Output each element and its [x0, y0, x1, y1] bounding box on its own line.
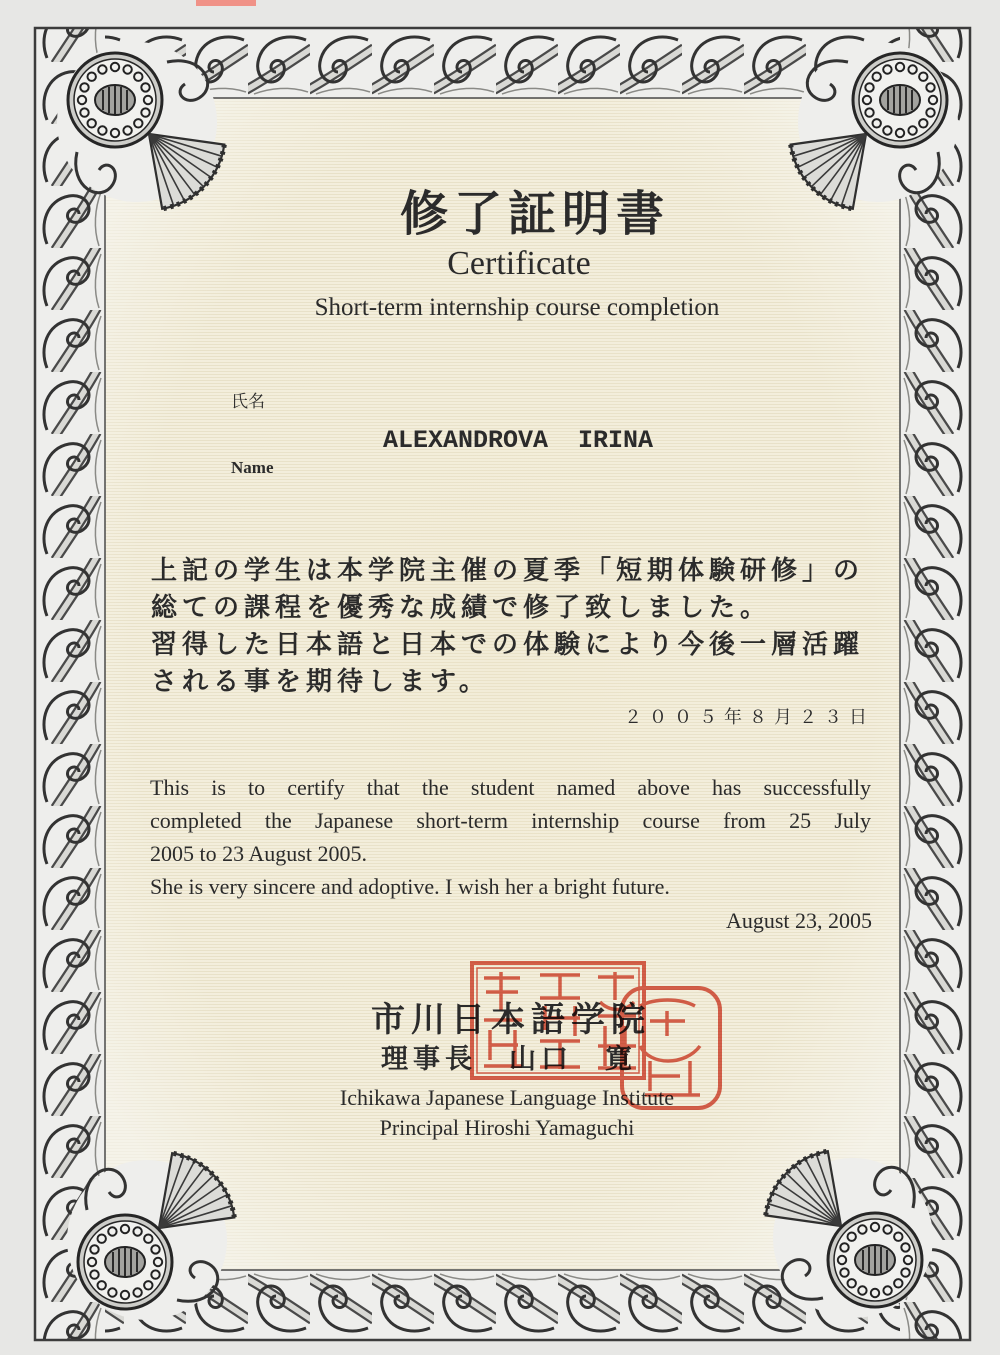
issuer-name: Ichikawa Japanese Language Institute [339, 1085, 675, 1110]
body-line: She is very sincere and adoptive. I wish her a bright future. [150, 874, 670, 899]
name-label-japanese: 氏名 [231, 392, 265, 412]
body-line-japanese: される事を期待します。 [151, 667, 490, 697]
body-line-japanese: 上記の学生は本学院主催の夏季「短期体験研修」の [151, 556, 865, 586]
border-band-left [35, 28, 105, 1340]
certificate-title-japanese: 修了証明書 [399, 186, 670, 242]
body-line-japanese: 習得した日本語と日本での体験により今後一層活躍 [151, 630, 865, 660]
issue-date-japanese: ２００５年８月２３日 [624, 707, 874, 728]
issue-date: August 23, 2005 [725, 908, 872, 933]
corner-ornament-bottom-left [67, 1153, 234, 1320]
certificate-title: Certificate [447, 245, 591, 282]
signatory: Principal Hiroshi Yamaguchi [379, 1115, 635, 1140]
signatory-japanese: 理事長 山口 寛 [381, 1044, 637, 1075]
corner-ornament-top-left [57, 42, 224, 209]
body-text-english [150, 771, 871, 903]
body-line: completed the Japanese short-term internship course from 25 July [150, 808, 871, 833]
body-line: This is to certify that the student named above has successfully [150, 775, 871, 800]
issuer-name-japanese: 市川日本語学院 [371, 1000, 651, 1040]
body-line: 2005 to 23 August 2005. [150, 841, 367, 866]
body-text-japanese [151, 553, 876, 701]
corner-ornament-top-right [791, 42, 958, 209]
name-label: Name [231, 458, 274, 477]
corner-ornament-bottom-right [766, 1151, 933, 1318]
body-line-japanese: 総ての課程を優秀な成績で修了致しました。 [151, 593, 772, 623]
certificate-subtitle: Short-term internship course completion [314, 294, 720, 321]
border-band-right [900, 28, 970, 1340]
recipient-name: ALEXANDROVA IRINA [383, 426, 654, 455]
